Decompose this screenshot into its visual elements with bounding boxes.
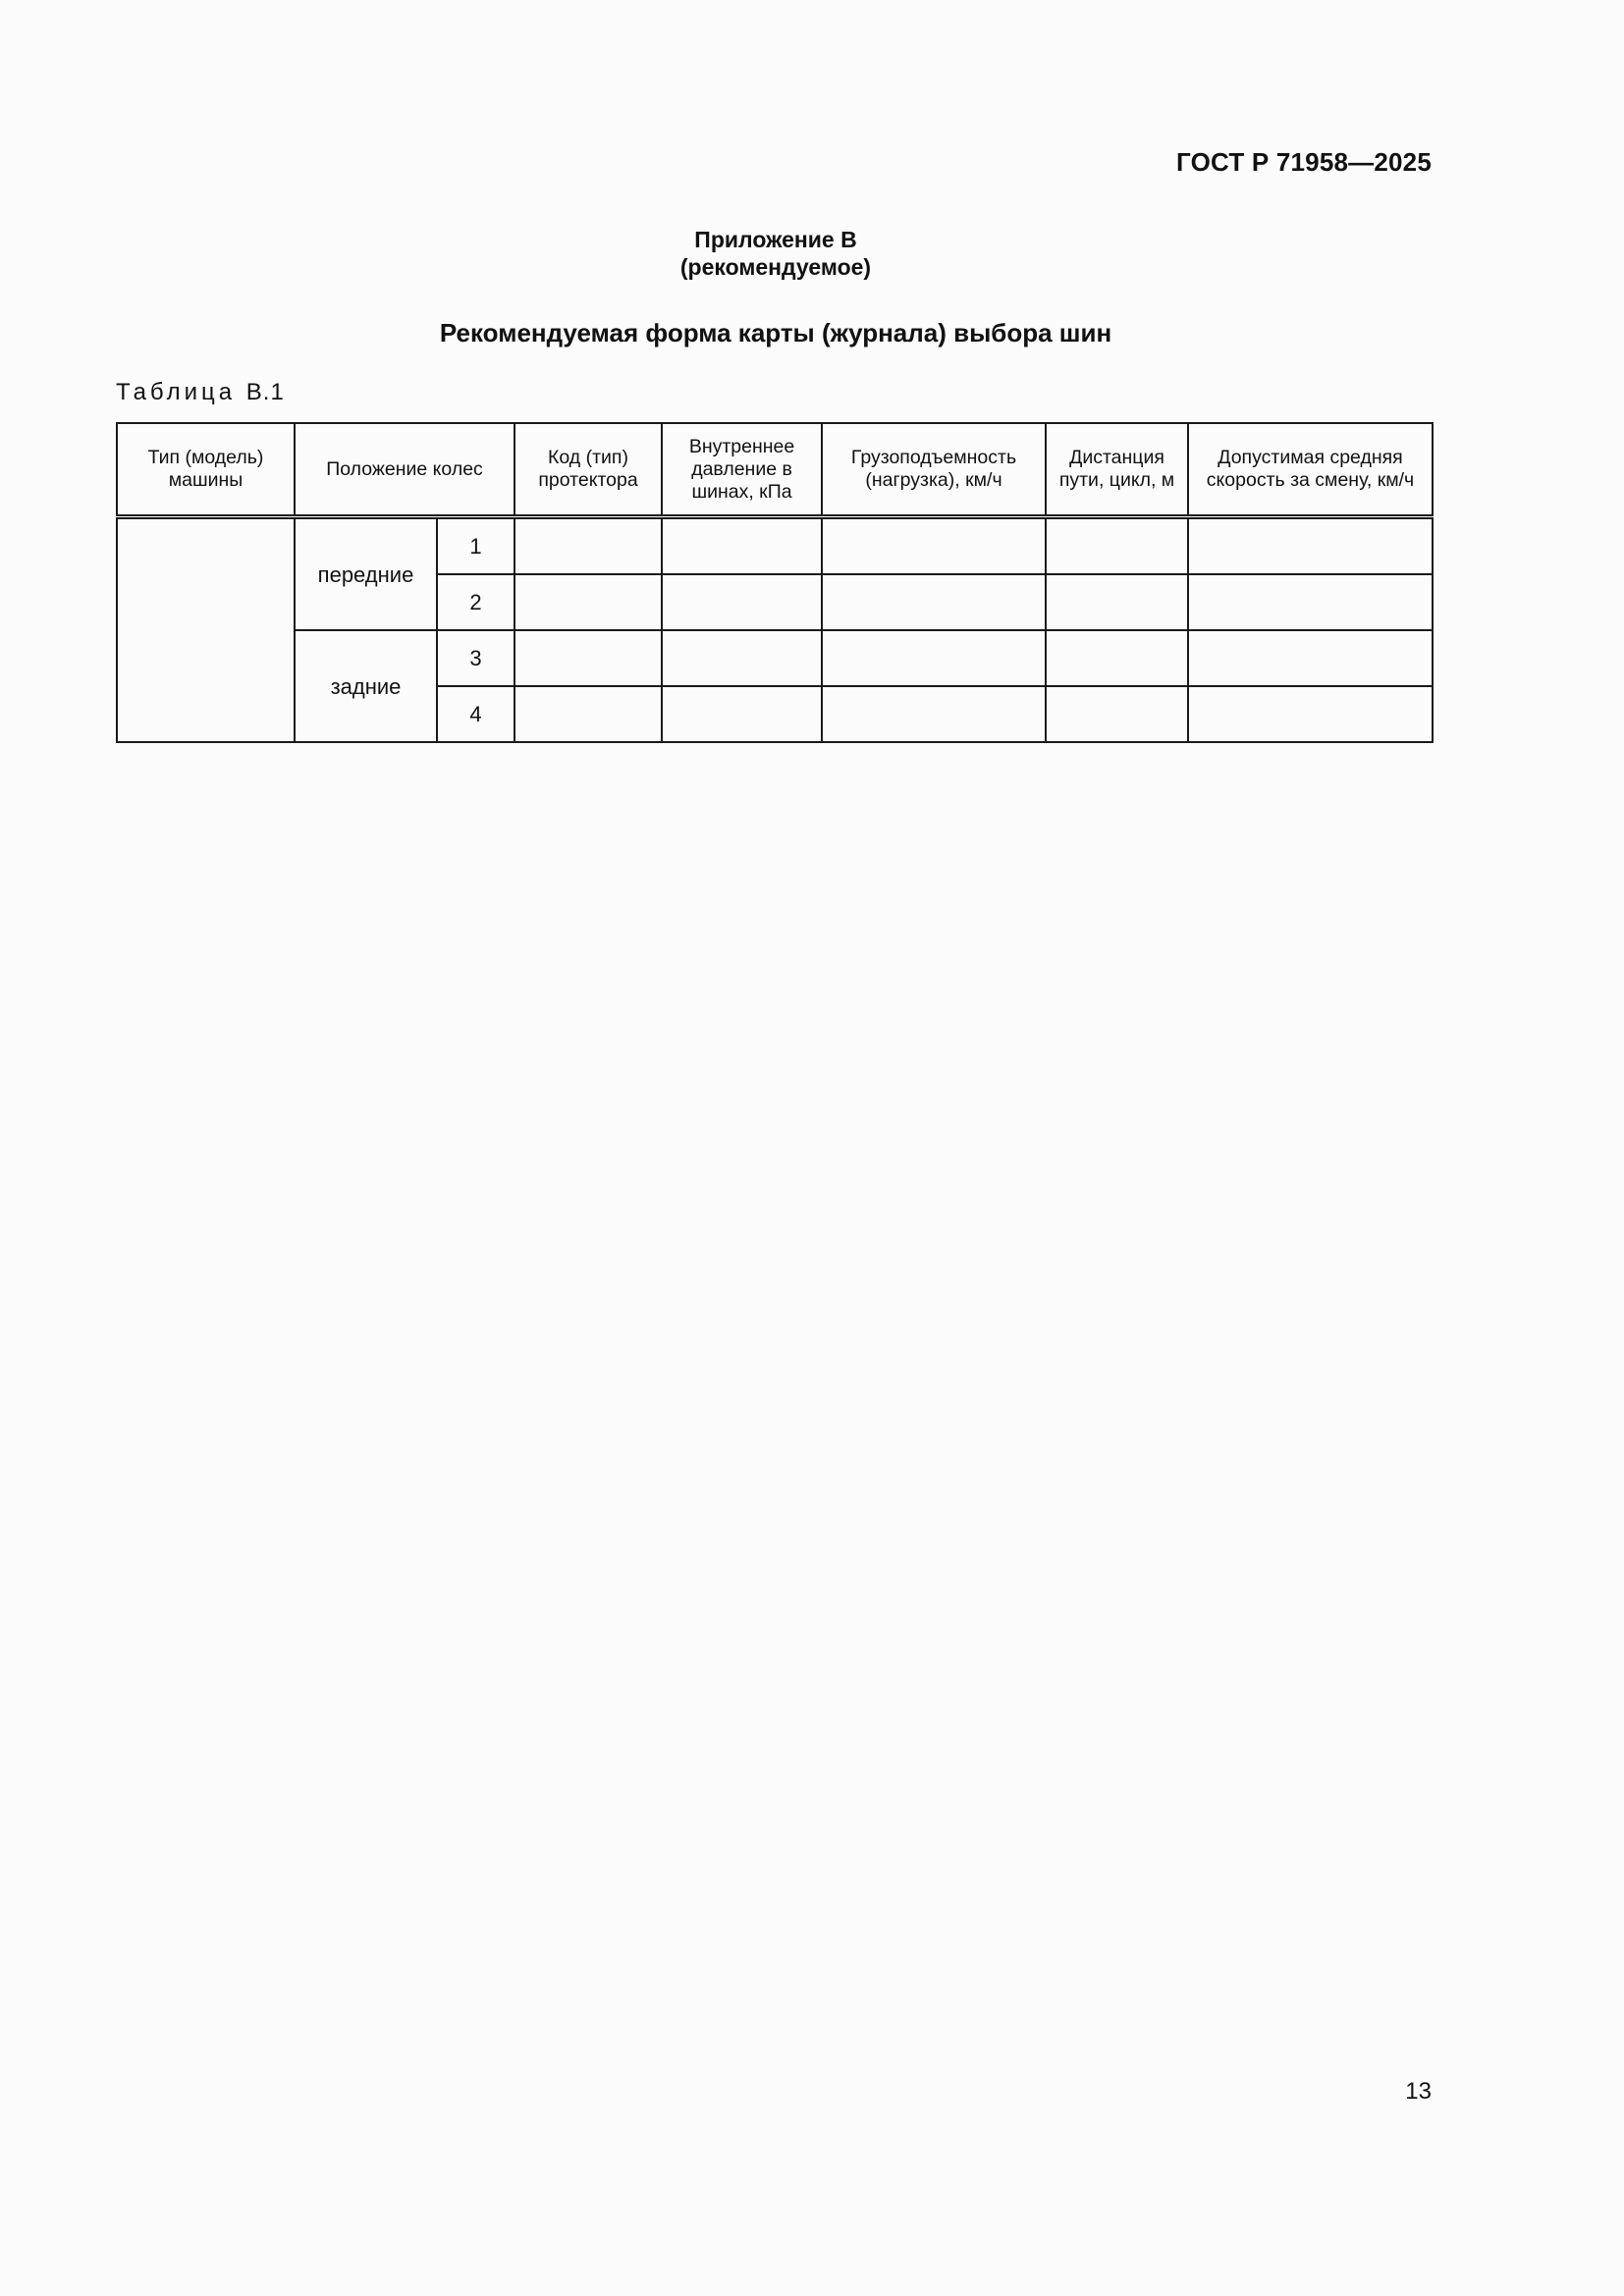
travel-distance-cell [1046,574,1188,630]
average-speed-cell [1188,630,1433,686]
average-speed-cell [1188,517,1433,575]
wheel-number-cell: 3 [437,630,514,686]
header-tire-pressure: Внутреннее давление в шинах, кПа [662,423,822,517]
tread-code-cell [514,574,662,630]
header-tread-code: Код (тип) протектора [514,423,662,517]
machine-type-cell [117,517,295,743]
appendix-status: (рекомендуемое) [679,254,872,280]
travel-distance-cell [1046,630,1188,686]
tire-pressure-cell [662,630,822,686]
header-machine-type: Тип (модель) машины [117,423,295,517]
table-caption-label: Таблица [116,379,237,405]
standard-code: ГОСТ Р 71958—2025 [1176,147,1432,177]
tire-pressure-cell [662,686,822,742]
header-average-speed: Допустимая средняя скорость за смену, км/ч [1188,423,1433,517]
wheel-number-cell: 1 [437,517,514,575]
table-caption [116,379,285,406]
tread-code-cell [514,517,662,575]
wheel-number-cell: 2 [437,574,514,630]
load-capacity-cell [822,630,1046,686]
tread-code-cell [514,686,662,742]
table-caption-number: В.1 [245,379,285,405]
header-wheel-position: Положение колес [295,423,514,517]
tire-pressure-cell [662,574,822,630]
travel-distance-cell [1046,517,1188,575]
appendix-heading [0,226,1551,281]
tread-code-cell [514,630,662,686]
appendix-title: Приложение В [694,227,857,252]
header-load-capacity: Грузоподъемность (нагрузка), км/ч [822,423,1046,517]
wheel-group-front: передние [295,517,437,631]
load-capacity-cell [822,517,1046,575]
page-number: 13 [1405,2078,1432,2105]
load-capacity-cell [822,574,1046,630]
tire-selection-table [116,422,1434,743]
table-header-row [117,423,1433,517]
wheel-number-cell: 4 [437,686,514,742]
table-row [117,630,1433,686]
wheel-group-rear: задние [295,630,437,742]
form-title: Рекомендуемая форма карты (журнала) выбора шин [439,318,1112,347]
tire-pressure-cell [662,517,822,575]
load-capacity-cell [822,686,1046,742]
travel-distance-cell [1046,686,1188,742]
header-travel-distance: Дистанция пути, цикл, м [1046,423,1188,517]
average-speed-cell [1188,574,1433,630]
table-row [117,517,1433,575]
average-speed-cell [1188,686,1433,742]
